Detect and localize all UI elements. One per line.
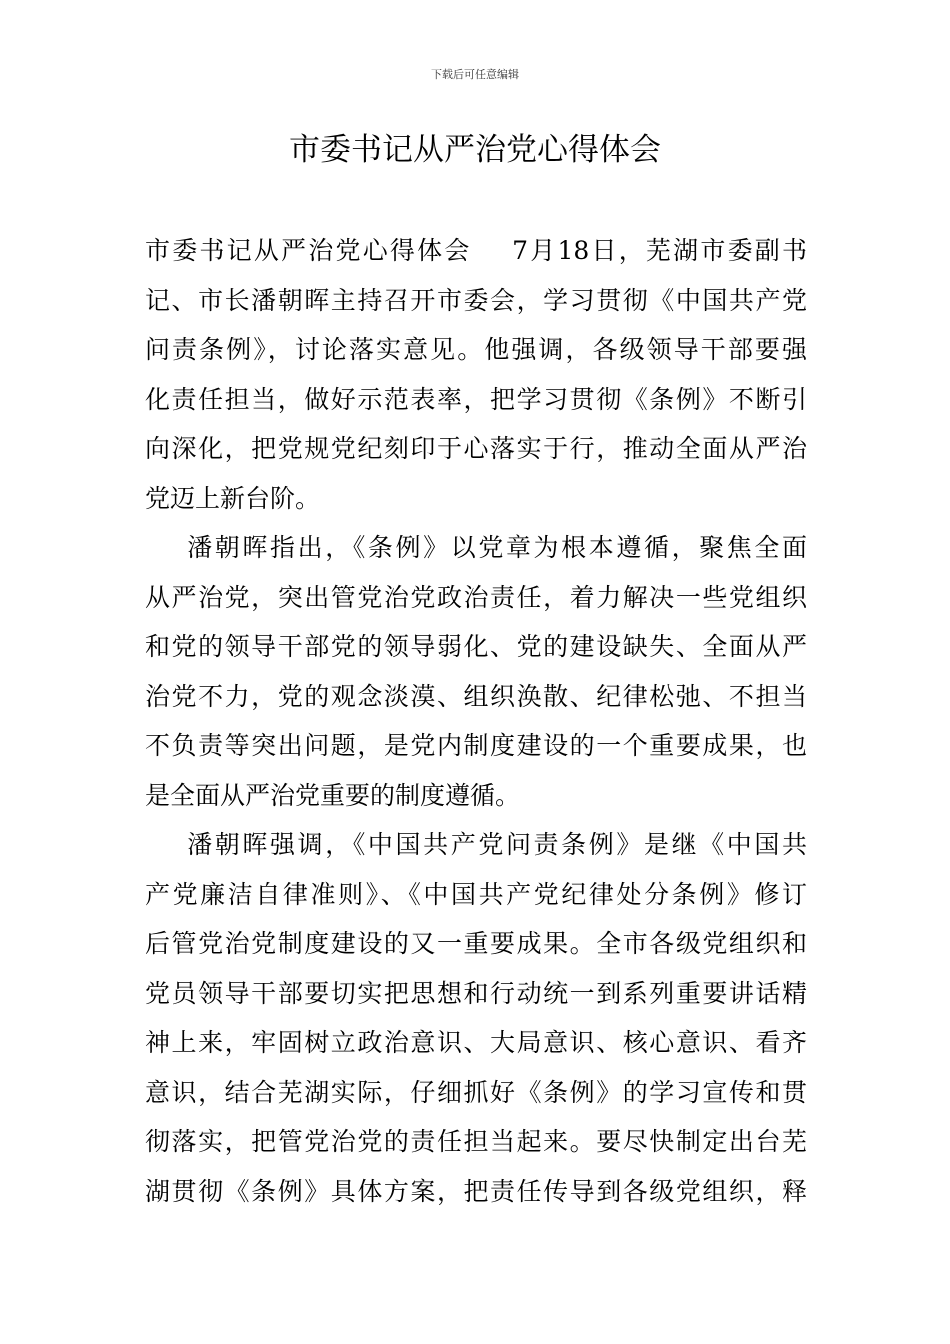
text-line: 产党廉洁自律准则》、《中国共产党纪律处分条例》修订 [145, 879, 807, 909]
document-body [145, 226, 807, 1216]
text-line: 是全面从严治党重要的制度遵循。 [145, 780, 521, 810]
text-line: 彻落实，把管党治党的责任担当起来。要尽快制定出台芜 [145, 1127, 807, 1156]
text-line: 从严治党，突出管党治党政治责任，着力解决一些党组织 [145, 582, 807, 612]
text-line: 党迈上新台阶。 [145, 483, 321, 513]
text-line: 后管党治党制度建设的又一重要成果。全市各级党组织和 [145, 929, 807, 958]
text-line: 向深化，把党规党纪刻印于心落实于行，推动全面从严治 [145, 434, 807, 463]
text-line: 治党不力，党的观念淡漠、组织涣散、纪律松弛、不担当 [145, 681, 807, 711]
text-line: 意识，结合芜湖实际，仔细抓好《条例》的学习宣传和贯 [145, 1077, 807, 1107]
text-line: 党员领导干部要切实把思想和行动统一到系列重要讲话精 [145, 978, 807, 1008]
text-line: 和党的领导干部党的领导弱化、党的建设缺失、全面从严 [145, 632, 807, 661]
text-line: 记、市长潘朝晖主持召开市委会，学习贯彻《中国共产党 [145, 285, 807, 315]
document-title: 市委书记从严治党心得体会 [289, 132, 661, 168]
text-line: 不负责等突出问题，是党内制度建设的一个重要成果，也 [145, 731, 807, 760]
text-line: 潘朝晖强调，《中国共产党问责条例》是继《中国共 [145, 830, 807, 859]
text-line: 问责条例》，讨论落实意见。他强调，各级领导干部要强 [145, 335, 807, 364]
text-line: 化责任担当，做好示范表率，把学习贯彻《条例》不断引 [145, 384, 807, 414]
text-line: 潘朝晖指出，《条例》以党章为根本遵循，聚焦全面 [145, 533, 807, 562]
text-line: 神上来，牢固树立政治意识、大局意识、核心意识、看齐 [145, 1028, 807, 1057]
text-line: 湖贯彻《条例》具体方案，把责任传导到各级党组织，释 [145, 1176, 807, 1206]
text-line: 市委书记从严治党心得体会 7月18日，芜湖市委副书 [145, 236, 807, 265]
header-note: 下载后可任意编辑 [431, 68, 519, 81]
